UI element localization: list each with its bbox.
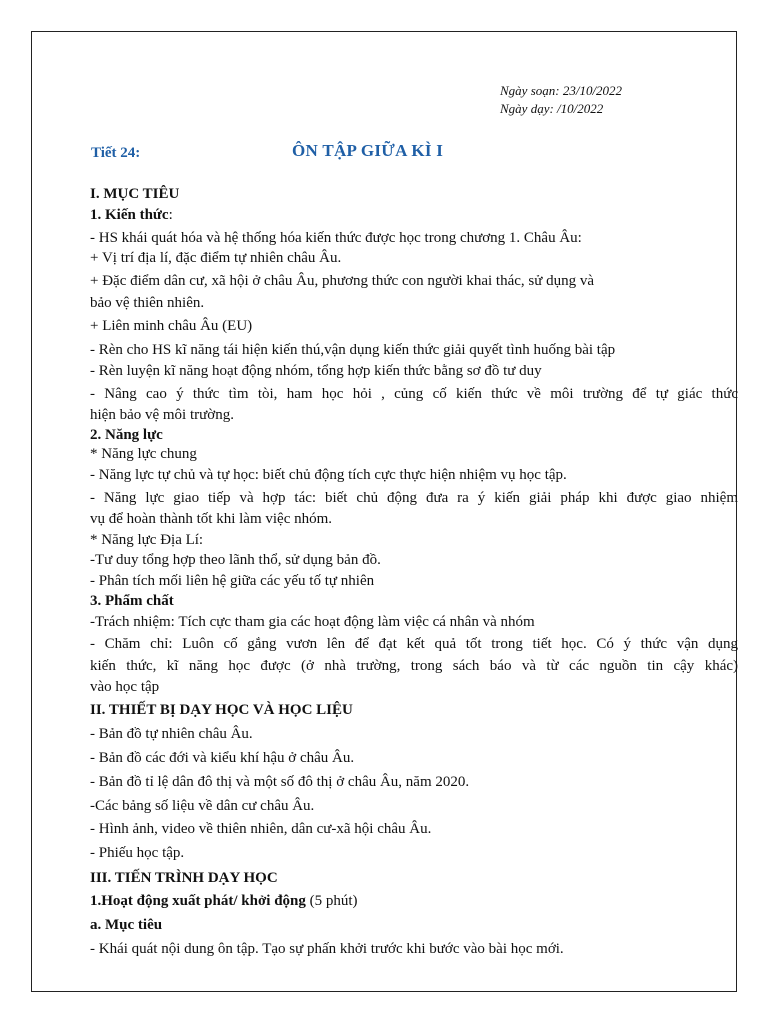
doc-line-25 xyxy=(90,700,353,720)
page-title: ÔN TẬP GIỮA KÌ I xyxy=(292,141,444,160)
doc-line-28 xyxy=(90,772,469,792)
doc-line-text: + Liên minh châu Âu (EU) xyxy=(90,318,253,334)
doc-line-5 xyxy=(90,271,594,291)
doc-line-text: II. THIẾT BỊ DẠY HỌC VÀ HỌC LIỆU xyxy=(90,702,353,718)
doc-line-9 xyxy=(90,361,542,381)
doc-line-text: - Bản đồ tự nhiên châu Âu. xyxy=(90,726,253,742)
doc-line-31 xyxy=(90,843,184,863)
doc-line-text: + Đặc điểm dân cư, xã hội ở châu Âu, phương thức con người khai thác, sử dụng và xyxy=(90,273,595,289)
doc-line-text: - Khái quát nội dung ôn tập. Tạo sự phấn khởi trước khi bước vào bài học mới. xyxy=(90,941,564,957)
doc-line-10 xyxy=(90,384,738,404)
doc-line-text: - Rèn luyện kĩ năng hoạt động nhóm, tổng hợp kiến thức bằng sơ đồ tư duy xyxy=(90,363,542,379)
doc-line-text: -Tư duy tổng hợp theo lãnh thổ, sử dụng bản đồ. xyxy=(90,552,381,568)
doc-line-17 xyxy=(90,530,203,550)
doc-line-suffix: (5 phút) xyxy=(305,893,358,909)
doc-line-suffix: : xyxy=(168,207,173,223)
doc-line-1 xyxy=(90,184,179,204)
doc-line-12 xyxy=(90,425,163,445)
doc-line-30 xyxy=(90,819,431,839)
doc-line-33 xyxy=(90,891,358,911)
doc-line-text: hiện bảo vệ môi trường. xyxy=(90,407,234,423)
doc-line-19 xyxy=(90,571,374,591)
doc-line-text: kiến thức, kĩ năng học được (ở nhà trường, trong sách báo và từ các nguồn tin cậy khác) xyxy=(90,658,738,674)
doc-line-15 xyxy=(90,488,738,508)
doc-line-text: I. MỤC TIÊU xyxy=(90,186,180,202)
doc-line-6 xyxy=(90,293,204,313)
doc-line-text: 1. Kiến thức xyxy=(90,207,169,223)
doc-line-34 xyxy=(90,915,162,935)
doc-line-text: - Rèn cho HS kĩ năng tái hiện kiến thú,vận dụng kiến thức giải quyết tình huống bài tập xyxy=(90,342,616,358)
doc-line-text: - Bản đồ tỉ lệ dân đô thị và một số đô thị ở châu Âu, năm 2020. xyxy=(90,774,470,790)
doc-line-text: - Năng lực tự chủ và tự học: biết chủ động tích cực thực hiện nhiệm vụ học tập. xyxy=(90,467,567,483)
doc-line-24 xyxy=(90,677,159,697)
doc-line-text: bảo vệ thiên nhiên. xyxy=(90,295,205,311)
doc-line-text: 2. Năng lực xyxy=(90,427,163,443)
doc-line-16 xyxy=(90,509,332,529)
doc-line-3 xyxy=(90,228,582,248)
doc-line-text: -Trách nhiệm: Tích cực tham gia các hoạt động làm việc cá nhân và nhóm xyxy=(90,614,535,630)
doc-line-text: - HS khái quát hóa và hệ thống hóa kiến thức được học trong chương 1. Châu Âu: xyxy=(90,230,582,246)
ngay-day: Ngày dạy: /10/2022 xyxy=(500,101,604,116)
doc-line-8 xyxy=(90,340,615,360)
doc-line-18 xyxy=(90,550,381,570)
doc-line-text: - Phân tích mối liên hệ giữa các yếu tố tự nhiên xyxy=(90,573,375,589)
doc-line-14 xyxy=(90,465,567,485)
doc-line-32 xyxy=(90,868,278,888)
doc-line-text: - Chăm chỉ: Luôn cố gắng vươn lên để đạt kết quả tốt trong tiết học. Có ý thức vận dụng xyxy=(90,636,738,652)
doc-line-23 xyxy=(90,656,738,676)
doc-line-2 xyxy=(90,205,173,225)
doc-line-text: - Năng lực giao tiếp và hợp tác: biết chủ động đưa ra ý kiến giải pháp khi được giao nhiệm xyxy=(90,490,738,506)
doc-line-4 xyxy=(90,248,341,268)
doc-line-27 xyxy=(90,748,354,768)
doc-line-text: vào học tập xyxy=(90,679,160,695)
doc-line-11 xyxy=(90,405,234,425)
doc-line-text: vụ để hoàn thành tốt khi làm việc nhóm. xyxy=(90,511,333,527)
doc-line-29 xyxy=(90,796,314,816)
doc-line-22 xyxy=(90,634,738,654)
doc-line-text: - Phiếu học tập. xyxy=(90,845,185,861)
doc-line-text: III. TIẾN TRÌNH DẠY HỌC xyxy=(90,870,278,886)
doc-line-text: -Các bảng số liệu về dân cư châu Âu. xyxy=(90,798,315,814)
doc-line-13 xyxy=(90,444,197,464)
doc-line-text: * Năng lực Địa Lí: xyxy=(90,532,204,548)
doc-line-text: - Nâng cao ý thức tìm tòi, ham học hỏi , củng cố kiến thức về môi trường để tự giác thức xyxy=(90,386,738,402)
doc-line-text: 3. Phẩm chất xyxy=(90,593,174,609)
doc-line-text: 1.Hoạt động xuất phát/ khởi động xyxy=(90,893,306,909)
doc-line-7 xyxy=(90,316,252,336)
doc-line-26 xyxy=(90,724,253,744)
doc-line-21 xyxy=(90,612,535,632)
doc-line-35 xyxy=(90,939,564,959)
doc-line-text: - Bản đồ các đới và kiểu khí hậu ở châu Âu. xyxy=(90,750,355,766)
ngay-soan: Ngày soạn: 23/10/2022 xyxy=(500,83,623,98)
doc-line-text: a. Mục tiêu xyxy=(90,917,163,933)
doc-line-text: - Hình ảnh, video về thiên nhiên, dân cư-xã hội châu Âu. xyxy=(90,821,432,837)
doc-line-20 xyxy=(90,591,174,611)
lesson-number: Tiết 24: xyxy=(91,145,141,161)
doc-line-text: + Vị trí địa lí, đặc điểm tự nhiên châu Âu. xyxy=(90,250,342,266)
doc-line-text: * Năng lực chung xyxy=(90,446,197,462)
